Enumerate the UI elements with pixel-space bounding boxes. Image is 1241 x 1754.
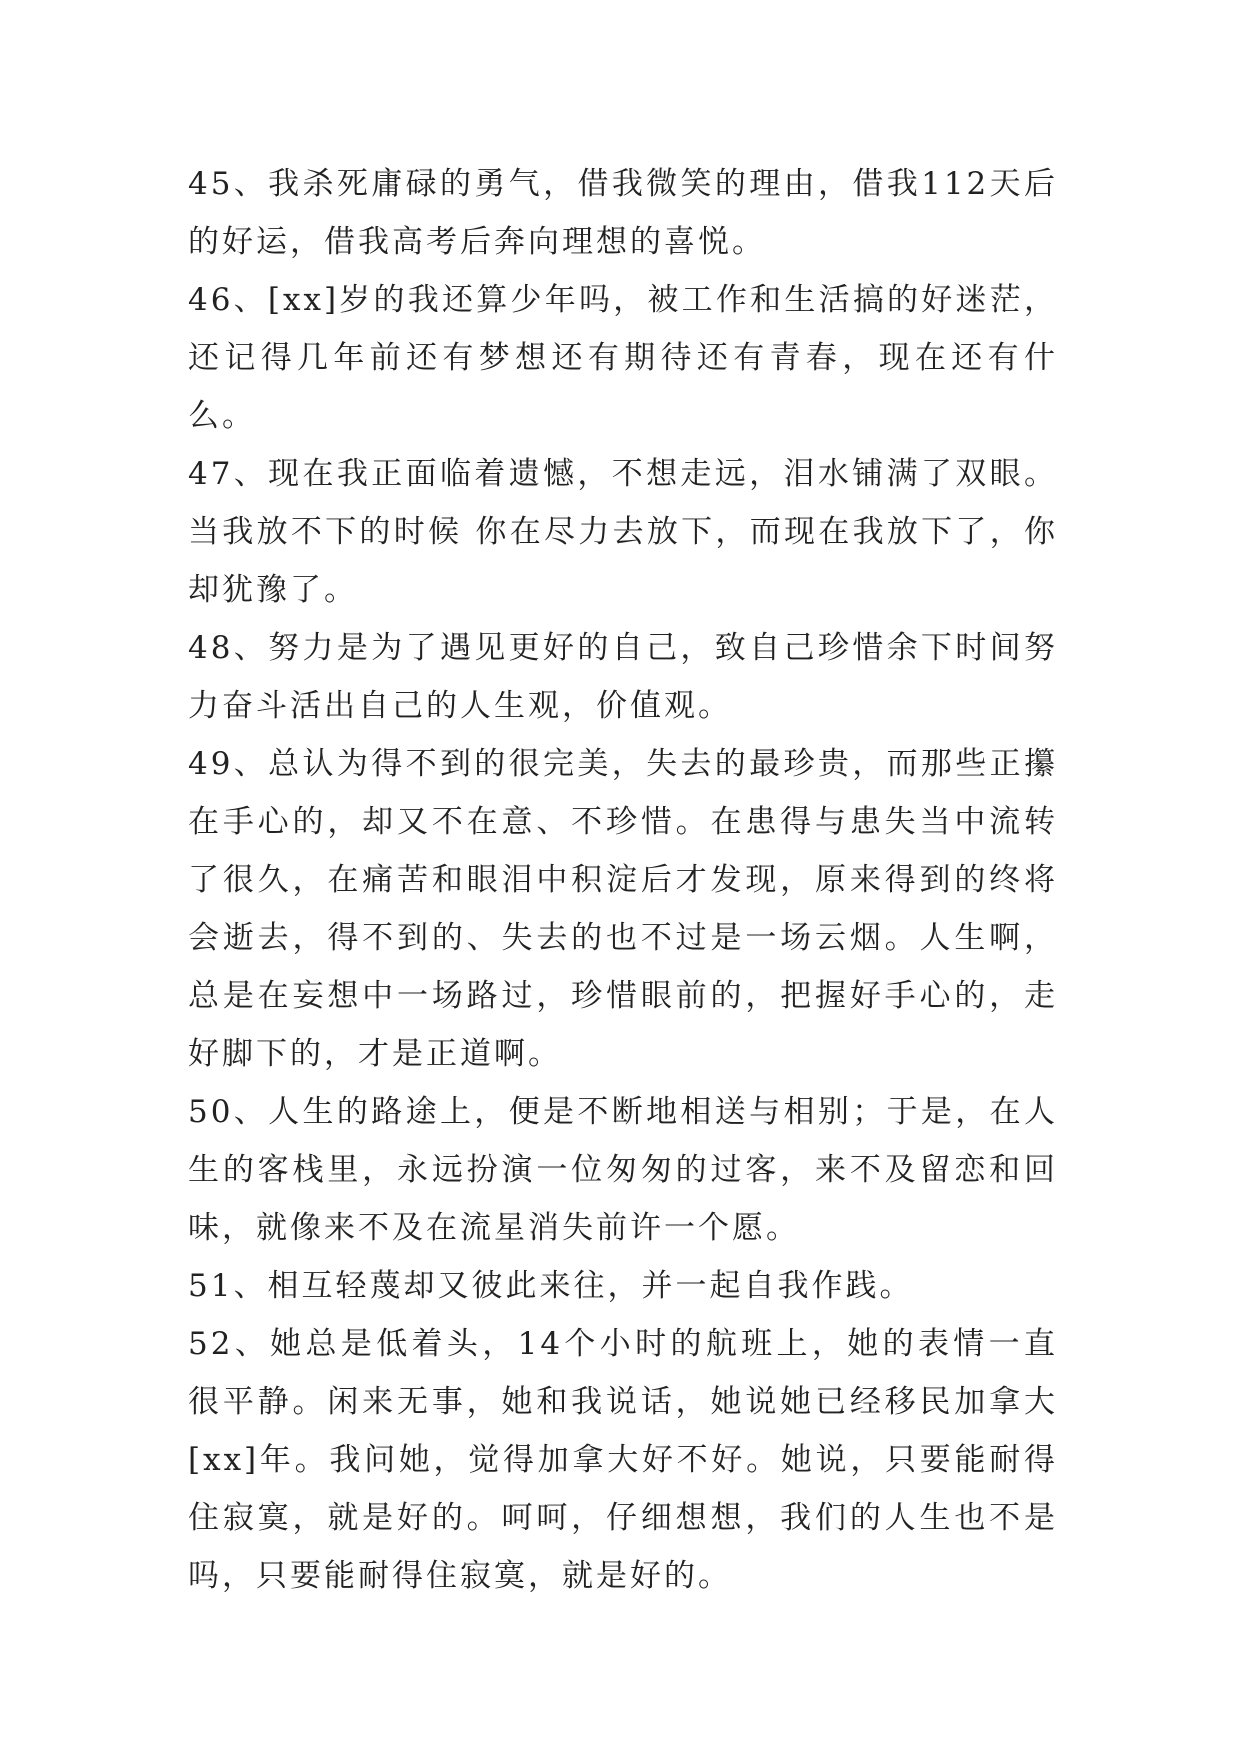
document-body [188,155,1058,1605]
paragraph-52: 52、她总是低着头，14个小时的航班上，她的表情一直很平静。闲来无事，她和我说话，她说她已经移民加拿大[xx]年。我问她，觉得加拿大好不好。她说，只要能耐得住寂寞，就是好的。呵呵，仔细想想，我们的人生也不是吗，只要能耐得住寂寞，就是好的。 [188,1326,1058,1594]
paragraph-49: 49、总认为得不到的很完美，失去的最珍贵，而那些正攥在手心的，却又不在意、不珍惜。在患得与患失当中流转了很久，在痛苦和眼泪中积淀后才发现，原来得到的终将会逝去，得不到的、失去的也不过是一场云烟。人生啊，总是在妄想中一场路过，珍惜眼前的，把握好手心的，走好脚下的，才是正道啊。 [188,746,1058,1072]
paragraph-50: 50、人生的路途上，便是不断地相送与相别；于是，在人生的客栈里，永远扮演一位匆匆的过客，来不及留恋和回味，就像来不及在流星消失前许一个愿。 [188,1094,1058,1246]
paragraph-45: 45、我杀死庸碌的勇气，借我微笑的理由，借我112天后的好运，借我高考后奔向理想的喜悦。 [188,166,1058,260]
paragraph-51: 51、相互轻蔑却又彼此来往，并一起自我作践。 [188,1268,914,1304]
paragraph-48: 48、努力是为了遇见更好的自己，致自己珍惜余下时间努力奋斗活出自己的人生观，价值观。 [188,630,1058,724]
paragraph-46: 46、[xx]岁的我还算少年吗，被工作和生活搞的好迷茫，还记得几年前还有梦想还有期待还有青春，现在还有什么。 [188,282,1058,434]
paragraph-47: 47、现在我正面临着遗憾，不想走远，泪水铺满了双眼。当我放不下的时候 你在尽力去放下，而现在我放下了，你却犹豫了。 [188,456,1058,608]
